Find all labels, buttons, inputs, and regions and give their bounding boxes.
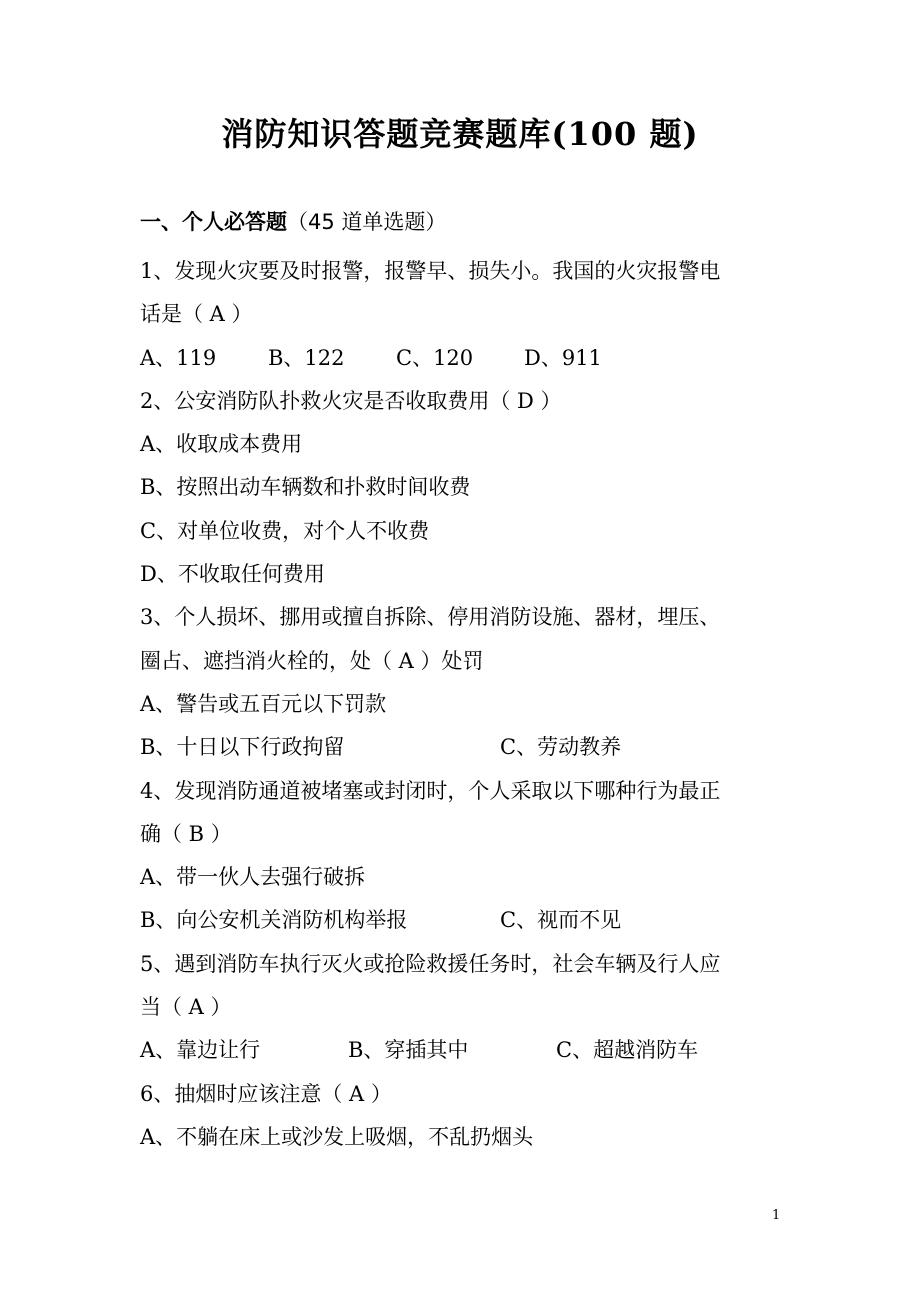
- option-d: D、不收取任何费用: [140, 562, 325, 587]
- option-a: A、警告或五百元以下罚款: [140, 691, 387, 716]
- option-row: [140, 726, 788, 769]
- option-b: B、穿插其中: [348, 1038, 469, 1063]
- section-title: 一、个人必答题: [140, 210, 287, 234]
- option-d: D、911: [524, 345, 602, 370]
- option-row: [140, 899, 788, 942]
- section-heading: [140, 204, 446, 240]
- option-a: A、119: [140, 345, 217, 370]
- option-b: B、向公安机关消防机构举报: [140, 908, 408, 933]
- option-b: B、十日以下行政拘留: [140, 735, 345, 760]
- option-a: A、带一伙人去强行破拆: [140, 865, 366, 890]
- option-a: A、靠边让行: [140, 1038, 261, 1063]
- question-text-continued: 话是（ A ）: [140, 302, 253, 327]
- option-b: B、按照出动车辆数和扑救时间收费: [140, 475, 471, 500]
- question-text: 4、发现消防通道被堵塞或封闭时，个人采取以下哪种行为最正: [140, 778, 721, 803]
- question-text-continued: 圈占、遮挡消火栓的，处（ A ）处罚: [140, 648, 484, 673]
- question-text: 2、公安消防队扑救火灾是否收取费用（ D ）: [140, 388, 562, 413]
- question-text: 6、抽烟时应该注意（ A ）: [140, 1081, 392, 1106]
- question-text-continued: 当（ A ）: [140, 995, 232, 1020]
- option-c: C、对单位收费，对个人不收费: [140, 518, 430, 543]
- option-row: [140, 1029, 788, 1072]
- question-text: 5、遇到消防车执行灭火或抢险救援任务时，社会车辆及行人应: [140, 951, 721, 976]
- question-text-continued: 确（ B ）: [140, 821, 232, 846]
- option-c: C、120: [396, 345, 474, 370]
- section-note: （45 道单选题）: [287, 210, 447, 234]
- question-list: [140, 250, 788, 1159]
- option-a: A、收取成本费用: [140, 432, 303, 457]
- option-c: C、超越消防车: [556, 1038, 699, 1063]
- document-title: 消防知识答题竞赛题库(100 题): [221, 115, 699, 153]
- option-c: C、劳动教养: [500, 735, 622, 760]
- page-number: 1: [772, 1208, 781, 1223]
- question-text: 3、个人损坏、挪用或擅自拆除、停用消防设施、器材，埋压、: [140, 605, 721, 630]
- option-b: B、122: [268, 345, 345, 370]
- question-text: 1、发现火灾要及时报警，报警早、损失小。我国的火灾报警电: [140, 259, 721, 283]
- option-a: A、不躺在床上或沙发上吸烟，不乱扔烟头: [140, 1124, 534, 1149]
- option-row: [140, 337, 788, 380]
- option-c: C、视而不见: [500, 908, 622, 933]
